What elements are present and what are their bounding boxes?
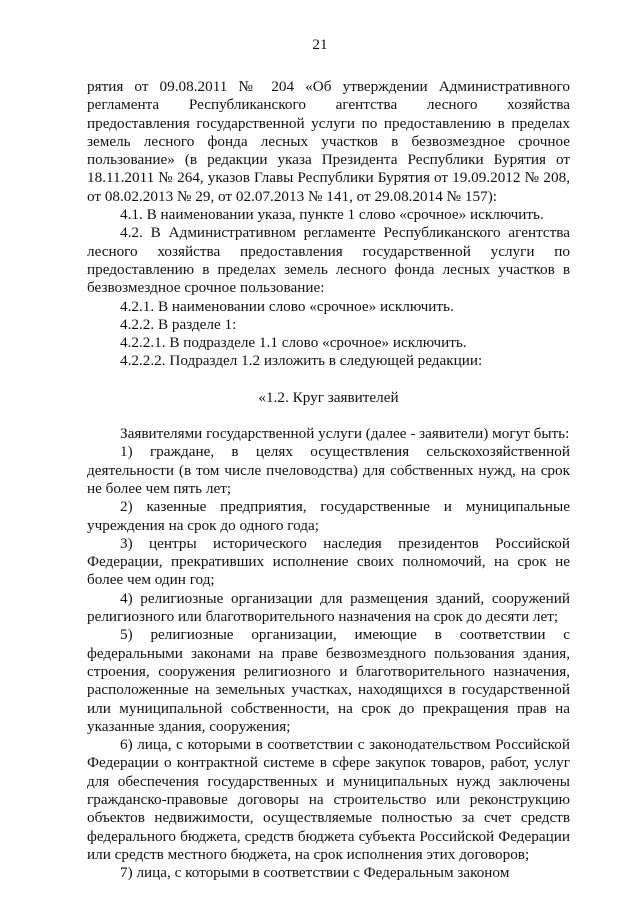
document-body xyxy=(87,78,570,882)
paragraph-4-2-2: 4.2.2. В разделе 1: xyxy=(120,315,237,333)
paragraph-4-1: 4.1. В наименовании указа, пункте 1 слово «срочное» исключить. xyxy=(120,206,544,224)
list-item: 2) казенные предприятия, государственные и муниципальные учреждения на срок до одного года; xyxy=(87,498,570,534)
paragraph-4-2-2-1: 4.2.2.1. В подразделе 1.1 слово «срочное» исключить. xyxy=(120,334,467,352)
section-heading: «1.2. Круг заявителей xyxy=(258,388,399,406)
paragraph-decree-reference: рятия от 09.08.2011 № 204 «Об утверждении Административного регламента Республиканского агентства лесного хозяйства предоставления государственной услуги по предоставлению в пределах земель лесного фонда лесных участков в безвозмездное срочное пользование» (в редакции указа Президента Республики Бурятия от 18.11.2011 № 264, указов Главы Республики Бурятия от 19.09.2012 № 208, от 08.02.2013 № 29, от 02.07.2013 № 141, от 29.08.2014 № 157): xyxy=(87,78,570,205)
list-item: 4) религиозные организации для размещения зданий, сооружений религиозного или благотворительного назначения на срок до десяти лет; xyxy=(87,589,570,626)
list-item: 3) центры исторического наследия президентов Российской Федерации, прекративших исполнение своих полномочий, на срок не более чем один год; xyxy=(87,534,570,589)
page-number: 21 xyxy=(312,36,328,53)
list-item: 6) лица, с которыми в соответствии с законодательством Российской Федерации о контрактной системе в сфере закупок товаров, работ, услуг для обеспечения государственных и муниципальных нужд заключены гражданско-правовые договоры на строительство или реконструкцию объектов недвижимости, осуществляемые полностью за счет средств федерального бюджета, средств бюджета субъекта Российской Федерации или средств местного бюджета, на срок исполнения этих договоров; xyxy=(87,736,570,863)
applicants-intro: Заявителями государственной услуги (далее - заявители) могут быть: xyxy=(120,425,570,443)
list-item: 1) граждане, в целях осуществления сельскохозяйственной деятельности (в том числе пчеловодства) для собственных нужд, на срок не более чем пять лет; xyxy=(87,443,570,497)
paragraph-4-2: 4.2. В Административном регламенте Республиканского агентства лесного хозяйства предоставления государственной услуги по предоставлению в пределах земель лесного фонда лесных участков в безвозмездное срочное пользование: xyxy=(87,224,570,297)
paragraph-4-2-2-2: 4.2.2.2. Подраздел 1.2 изложить в следующей редакции: xyxy=(120,352,483,370)
paragraph-4-2-1: 4.2.1. В наименовании слово «срочное» исключить. xyxy=(120,297,454,315)
list-item: 5) религиозные организации, имеющие в соответствии с федеральными законами на праве безвозмездного пользования здания, строения, сооружения религиозного и благотворительного назначения, расположенные на земельных участках, находящихся в государственной или муниципальной собственности, на срок до прекращения прав на указанные здания, сооружения; xyxy=(87,626,570,735)
list-item: 7) лица, с которыми в соответствии с Федеральным законом xyxy=(120,864,510,882)
